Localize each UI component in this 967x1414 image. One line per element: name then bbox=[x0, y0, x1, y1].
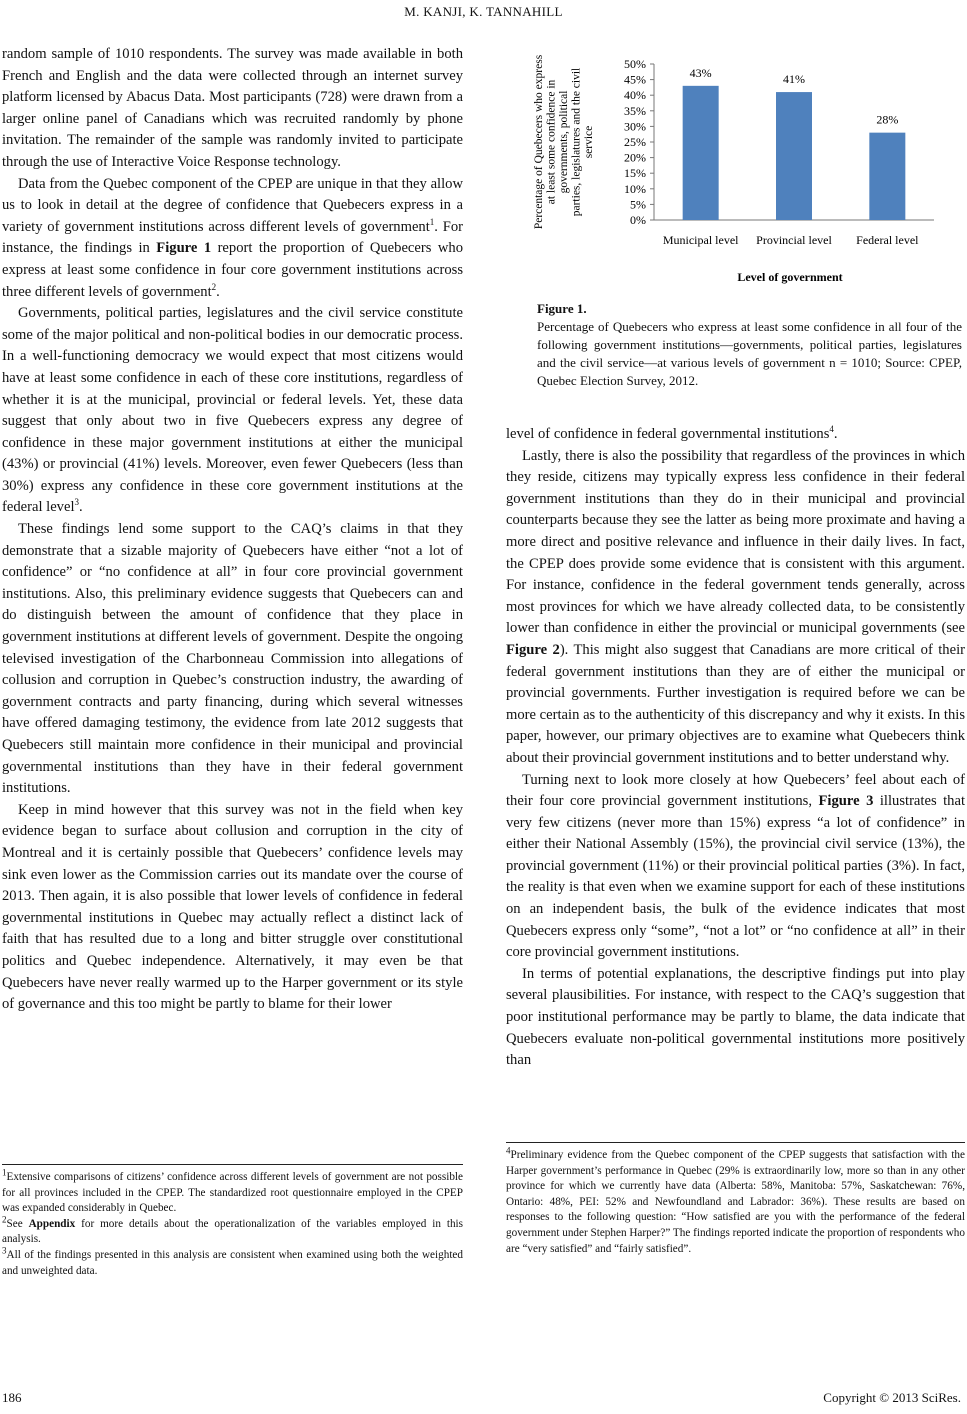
paragraph: random sample of 1010 respondents. The survey was made available in both French and English and the data were collected through an internet survey platform licensed by Abacus Data. Most participants (728) were drawn from a larger online panel of Canadians which was recruited randomly by phone invitation. The remainder of the sample was randomly invited to participate through the use of Interactive Voice Response technology. bbox=[2, 46, 463, 170]
paragraph: Keep in mind however that this survey was not in the field when key evidence began to surface about collusion and corruption in the city of Montreal and it is certainly possible that Quebecers’ confidence levels may sink even lower as the Commission carries out its mandate over the course of 2013. Then again, it is also possible that lower levels of confidence in federal governmental institutions in Quebec may actually reflect a distinct lack of faith that has resulted due to a long and bitter struggle over constitutional politics and Quebec independence. Alternatively, it may even be that Quebecers have never really warmed up to the Harper government or its style of governance and this too might be partly to blame for their lower bbox=[2, 801, 463, 1013]
paragraph: Lastly, there is also the possibility that regardless of the provinces in which they reside, citizens may typically express less confidence in their federal government institutions than they do in their municipal and provincial counterparts because they see the latter as being more proximate and having a more direct and positive relevance and influence in their daily lives. In fact, the CPEP does provide some evidence that is consistent with this argument. For instance, confidence in the federal government tends generally, across most provinces for which we have already collected data, to be consistently lower than confidence in either the provincial or municipal governments (see Figure 2). This might also suggest that Canadians are more critical of their federal government institutions than they are of either the municipal or provincial governments. Further investigation is required before we can be more certain as to the authenticity of this discrepancy and why it exists. In this paper, however, our primary objectives are to examine what Quebecers think about their provincial government institutions and to better understand why. bbox=[506, 447, 965, 766]
footnote-rule bbox=[506, 1142, 965, 1143]
y-tick-label: 15% bbox=[624, 166, 646, 181]
bars bbox=[683, 66, 906, 220]
footnote-ref: 3 bbox=[74, 497, 80, 508]
page-number: 186 bbox=[2, 1390, 22, 1405]
footnotes-right bbox=[506, 1145, 965, 1257]
bar bbox=[683, 86, 719, 220]
x-axis-ticks bbox=[663, 233, 919, 247]
footnote-ref: 1 bbox=[429, 216, 435, 227]
y-tick-label: 45% bbox=[624, 72, 646, 87]
copyright: Copyright © 2013 SciRes. bbox=[823, 1390, 961, 1405]
y-tick-label: 40% bbox=[624, 88, 646, 103]
y-axis-title-line: governments, political bbox=[558, 90, 570, 194]
y-tick-label: 10% bbox=[624, 181, 646, 196]
x-tick-label: Provincial level bbox=[756, 233, 832, 247]
figure-ref: Figure 1 bbox=[156, 240, 212, 257]
footnote: $^1$Extensive comparisons of citizens’ confidence across different levels of government are not possible for all provinces included in the CPEP. The standardized root questionnaire employed in the CPEP was expanded considerably in Quebec. bbox=[2, 1167, 463, 1215]
right-column bbox=[506, 424, 965, 1072]
footnote: $^4$Preliminary evidence from the Quebec component of the CPEP suggests that satisfaction with the Harper government’s performance in Quebec (29% is extraordinarily low, more so than in any other province for which we currently have data (Alberta: 58%, Manitoba: 57%, Saskatchewan: 76%, Ontario: 48%, PEI: 52% and Newfoundland and Labrador: 36%). These results are based on responses to the following question: “How satisfied are you with the performance of the federal government under Stephen Harper?” The findings reported indicate the proportion of respondents who are “very satisfied” and “fairly satisfied”. bbox=[506, 1145, 965, 1255]
y-tick-label: 50% bbox=[624, 57, 646, 71]
footnote-rule bbox=[2, 1164, 463, 1165]
paragraph: In terms of potential explanations, the descriptive findings put into play several plausibilities. For instance, with respect to the CAQ’s suggestion that poor institutional performance may be partly to blame, the data indicate that Quebecers evaluate non-political governmental institutions more positively than bbox=[506, 965, 965, 1069]
bar-data-label: 28% bbox=[876, 112, 899, 127]
y-axis-title-line: service bbox=[583, 125, 595, 159]
paragraph: Turning next to look more closely at how Quebecers’ feel about each of their four core provincial government institutions, Figure 3 illustrates that very few citizens (never more than 15%) express “a lot of confidence” in either their National Assembly (15%), the provincial civil service (13%), the provincial government (11%) or their provincial political parties (3%). In fact, the reality is that even when we examine support for each of these institutions on an independent basis, the bulk of the evidence indicates that most Quebecers express only “some”, “not a lot” or “no confidence at all” in their core provincial government institutions. bbox=[506, 771, 965, 961]
x-tick-label: Municipal level bbox=[662, 233, 739, 247]
y-axis-title-line: at least some confidence in bbox=[545, 79, 558, 205]
y-tick-label: 35% bbox=[624, 103, 646, 118]
footnotes-left bbox=[2, 1167, 464, 1279]
running-header: M. KANJI, K. TANNAHILL bbox=[404, 4, 563, 19]
figure-ref: Figure 3 bbox=[818, 793, 874, 810]
bar bbox=[776, 92, 812, 220]
figure-caption bbox=[537, 300, 962, 390]
x-axis-title: Level of government bbox=[737, 270, 843, 284]
y-tick-label: 30% bbox=[624, 119, 646, 134]
paragraph: level of confidence in federal governmental institutions$^4$. bbox=[506, 424, 838, 442]
bar bbox=[869, 133, 905, 220]
x-tick-label: Federal level bbox=[856, 233, 919, 247]
footnote: $^2$See Appendix for more details about the operationalization of the variables employed in this analysis. bbox=[2, 1214, 464, 1246]
footnote-ref: 2 bbox=[211, 281, 217, 292]
footnote: $^3$All of the findings presented in this analysis are consistent when examined using both the weighted and unweighted data. bbox=[2, 1245, 463, 1277]
paragraph: These findings lend some support to the CAQ’s claims in that they demonstrate that a sizable majority of Quebecers have either “not a lot of confidence” or “no confidence at all” in four core provincial government institutions. Also, this preliminary evidence suggests that Quebecers can and do distinguish between the amount of confidence that they place in government institutions at different levels of government. Despite the ongoing televised investigation of the Charbonneau Commission into allegations of collusion and corruption in Quebec’s construction industry, the awarding of government contracts and party financing, during which several witnesses have offered damaging testimony, the evidence from late 2012 suggests that Quebecers still maintain more confidence in their municipal and provincial governmental institutions than they have in their federal government institutions. bbox=[2, 521, 463, 797]
y-tick-label: 5% bbox=[630, 197, 646, 212]
figure-ref: Figure 2 bbox=[506, 641, 560, 658]
caption-title: Figure 1. bbox=[537, 301, 587, 316]
bar-data-label: 41% bbox=[783, 72, 805, 87]
caption-text: Percentage of Quebecers who express at least some confidence in all four of the following government institutions—governments, political parties, legislatures and the civil service—at various levels of government n = 1010; Source: CPEP, Quebec Election Survey, 2012. bbox=[537, 319, 962, 388]
y-tick-label: 25% bbox=[624, 135, 646, 149]
y-axis-title-line: parties, legislatures and the civil bbox=[570, 67, 583, 217]
bar-chart bbox=[506, 44, 965, 294]
y-axis-title bbox=[533, 54, 595, 229]
footnote-ref: 4 bbox=[829, 424, 834, 435]
paragraph: Governments, political parties, legislatures and the civil service constitute some of the major political and non-political bodies in our democratic process. In a well-functioning democracy we would expect that most citizens would have at least some confidence in each of these core institutions, regardless of whether it is at the municipal, provincial or federal levels. Yet, these data suggest that only about two in five Quebecers express any degree of confidence in these major government institutions at either the municipal (43%) or provincial (41%) levels. Moreover, even fewer Quebecers (less than 30%) express any confidence in these core government institutions at the federal level$^3$. bbox=[2, 305, 463, 516]
left-column bbox=[2, 44, 463, 1016]
bar-data-label: 43% bbox=[689, 65, 712, 80]
y-tick-label: 0% bbox=[630, 213, 646, 227]
y-axis-ticks bbox=[624, 57, 654, 227]
y-tick-label: 20% bbox=[624, 150, 646, 165]
y-axis-title-line: Percentage of Quebecers who express bbox=[533, 54, 545, 230]
paragraph: Data from the Quebec component of the CPEP are unique in that they allow us to look in detail at the degree of confidence that Quebecers express in a variety of government institutions across different levels of government$^1$. For instance, the findings in Figure 1 report the proportion of Quebecers who express at least some confidence in four core government institutions across three different levels of government$^2$. bbox=[2, 175, 463, 300]
